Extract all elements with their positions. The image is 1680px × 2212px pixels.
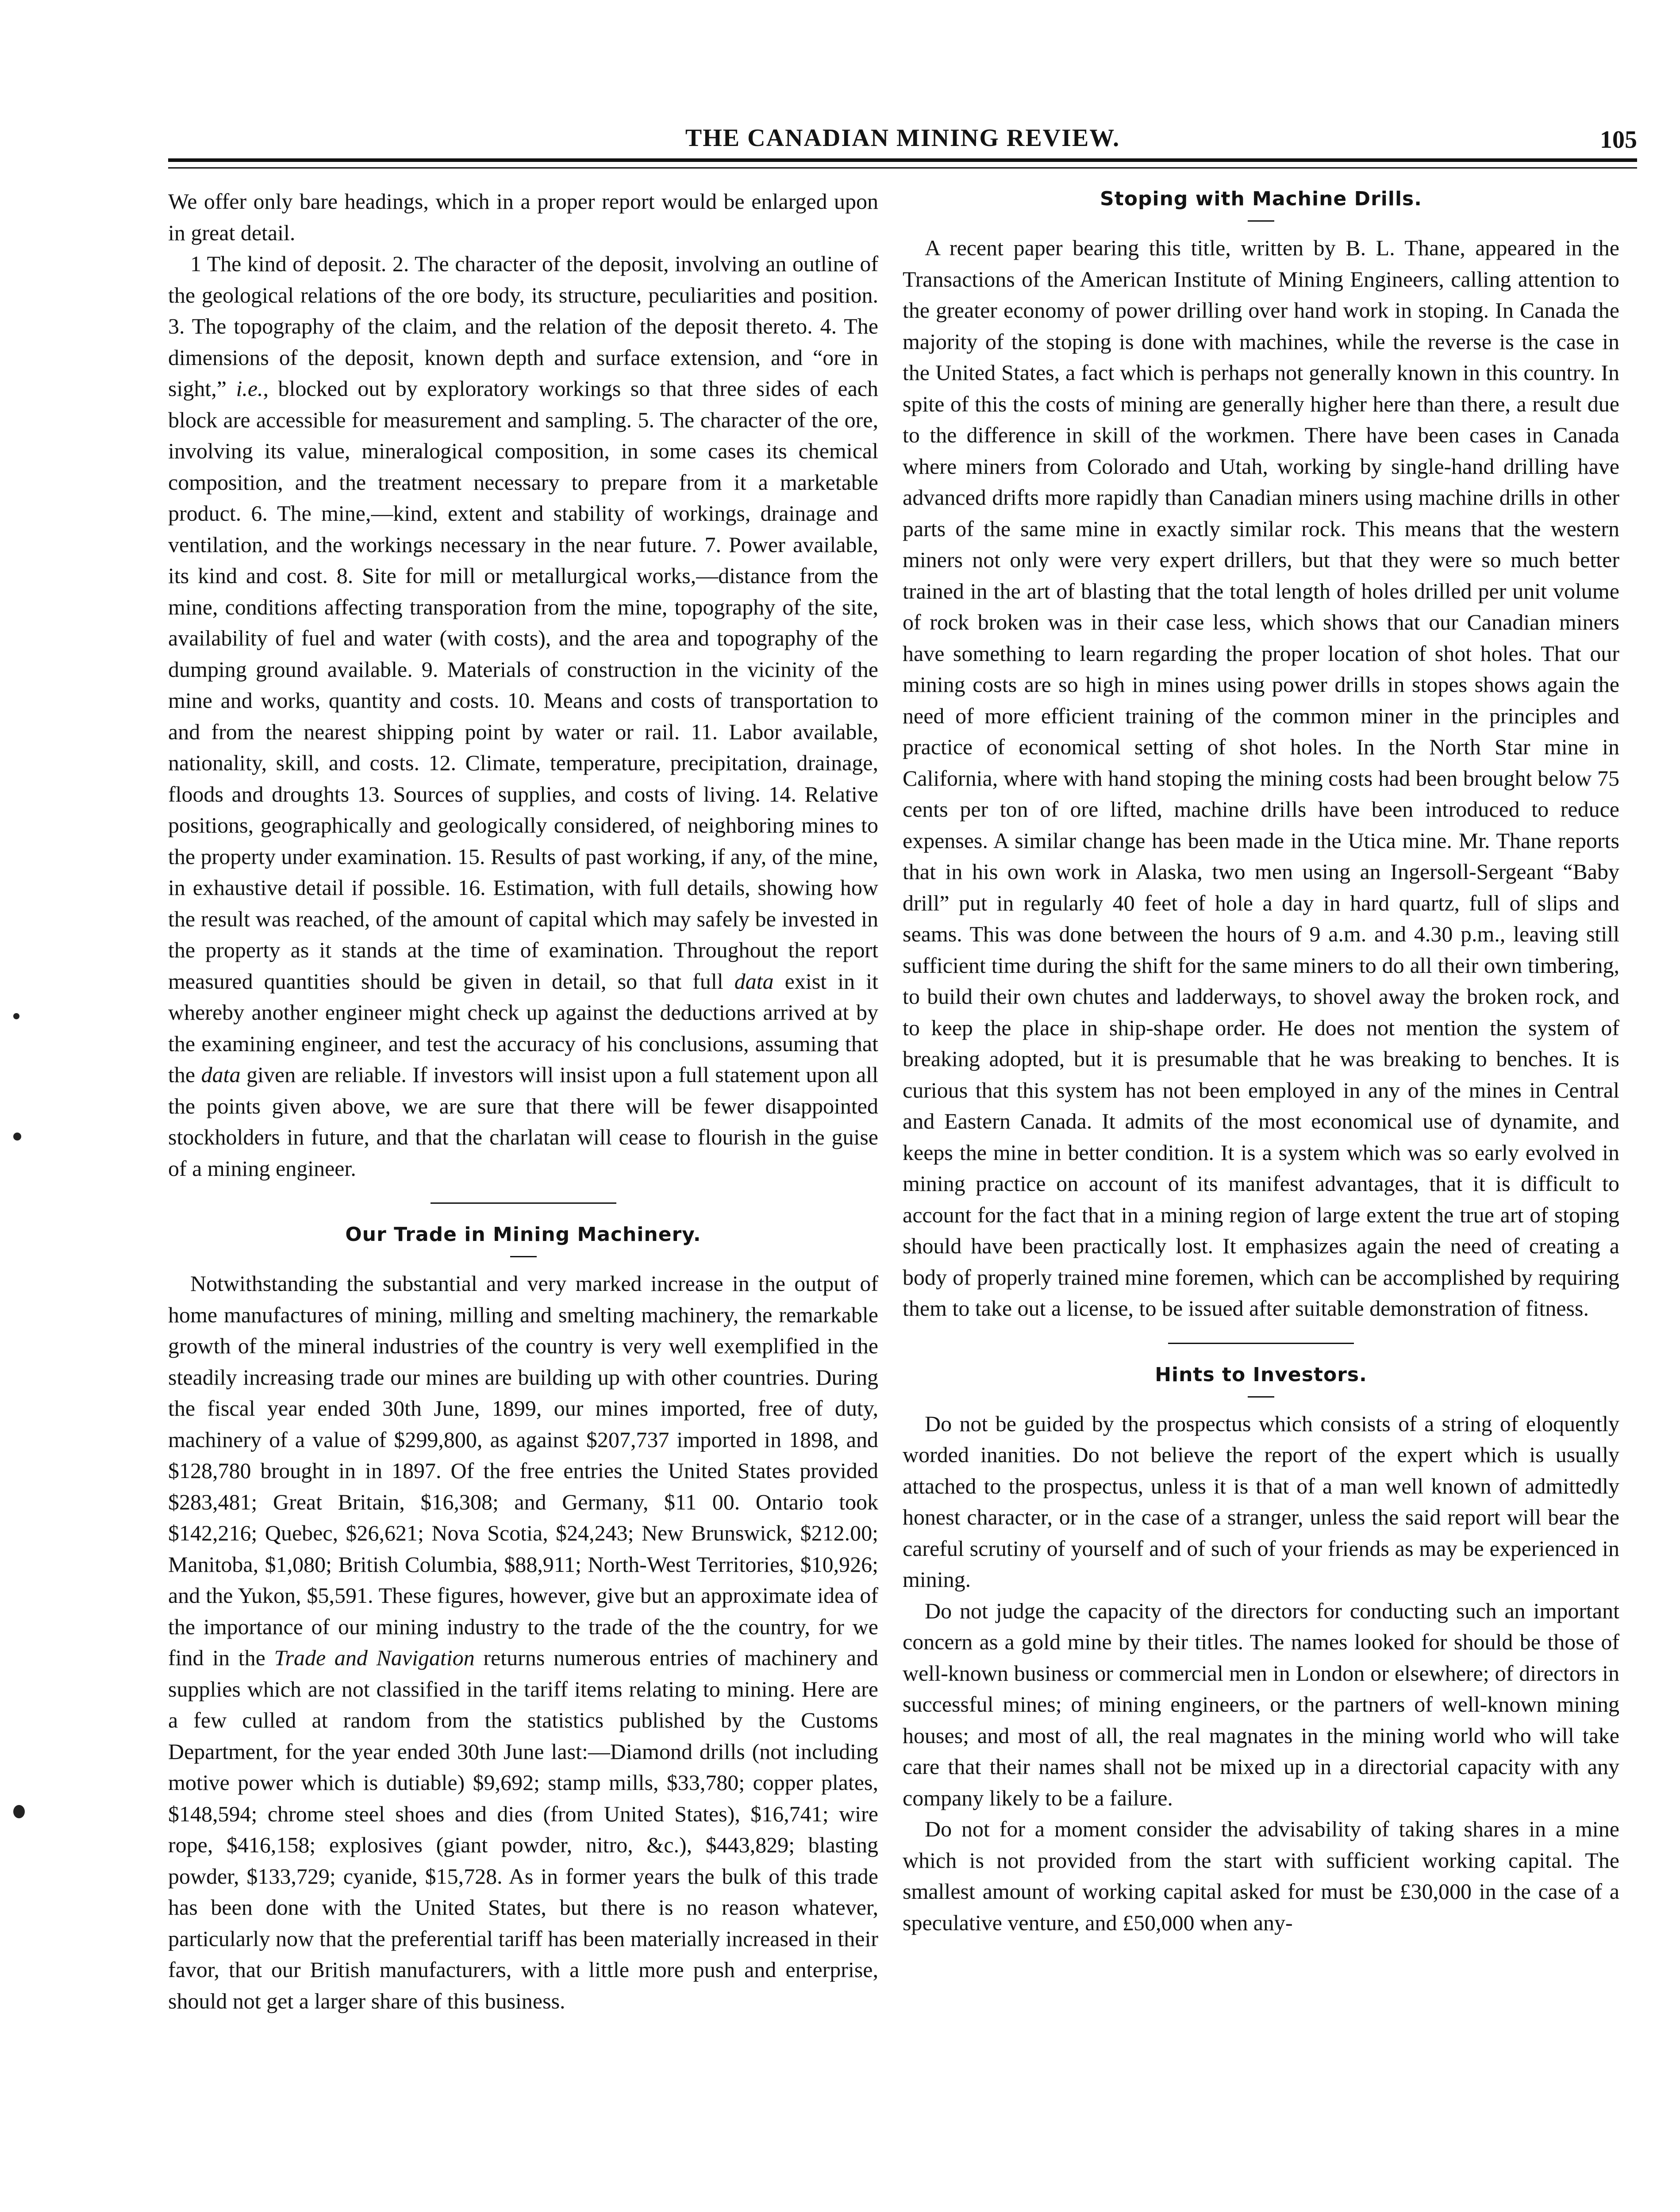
- page-number: 105: [1600, 126, 1637, 154]
- left-column: [168, 186, 878, 2185]
- heading-stoping-machine-drills: Stoping with Machine Drills.: [1100, 188, 1422, 210]
- paragraph-intro: We offer only bare headings, which in a proper report would be enlarged upon in great detail.: [168, 189, 878, 245]
- scan-speck: [13, 1013, 19, 1019]
- right-column: [903, 186, 1619, 2185]
- paragraph-hints-1: Do not be guided by the prospectus which consists of a string of eloquently worded inanities. Do not believe the report of the expert which is usually attached to the prospectus, unless it is that of a man well known of admittedly honest character, or in the case of a stranger, unless the said report will bear the careful scrutiny of yourself and of such of your friends as may be experienced in mining.: [903, 1411, 1619, 1592]
- text-run: , blocked out by exploratory workings so that three sides of each block are accessible for measurement and sampling. 5. The character of the ore, involving its value, mineralogical composition, in some cases its chemical composition, and the treatment necessary to prepare from it a marketable product. 6. The mine,—kind, extent and stability of workings, drainage and ventilation, and the workings necessary in the near future. 7. Power available, its kind and cost. 8. Site for mill or metallurgical works,—distance from the mine, conditions affecting transporation from the mine, topography of the site, availability of fuel and water (with costs), and the area and topography of the dumping ground available. 9. Materials of construction in the vicinity of the mine and works, quantity and costs. 10. Means and costs of transportation to and from the nearest shipping point by water or rail. 11. Labor available, nationality, skill, and costs. 12. Climate, temperature, precipitation, drainage, floods and droughts 13. Sources of supplies, and costs of living. 14. Relative positions, geographically and geologically considered, of neighboring mines to the property under examination. 15. Results of past working, if any, of the mine, in exhaustive detail if possible. 16. Estimation, with full details, showing how the result was reached, of the amount of capital which may safely be invested in the property as it stands at the time of examination. Throughout the report measured quantities should be given in detail, so that full: [168, 376, 878, 994]
- paragraph-hints-2: Do not judge the capacity of the directors for conducting such an important concern as a gold mine by their titles. The names looked for should be those of well-known business or commercial men in London or elsewhere; of directors in successful mines; of mining engineers, or the partners of well-known mining houses; and most of all, the real magnates in the mining world who will take care that their names shall not be mixed up in a directorial capacity with any company likely to be a failure.: [903, 1598, 1619, 1810]
- text-run: Notwithstanding the substantial and very marked increase in the output of home manufactures of mining, milling and smelting machinery, the remarkable growth of the mineral industries of the country is very well exemplified in the steadily increasing trade our mines are building up with other countries. During the fiscal year ended 30th June, 1899, our mines imported, free of duty, machinery of a value of $299,800, as against $207,737 imported in 1898, and $128,780 brought in in 1897. Of the free entries the United States provided $283,481; Great Britain, $16,308; and Germany, $11 00. Ontario took $142,216; Quebec, $26,621; Nova Scotia, $24,243; New Brunswick, $212.00; Manitoba, $1,080; British Columbia, $88,911; North-West Territories, $10,926; and the Yukon, $5,591. These figures, however, give but an approximate idea of the importance of our mining industry to the trade of the the country, for we find in the: [168, 1271, 878, 1670]
- italic-data: data: [201, 1062, 241, 1087]
- text-run: given are reliable. If investors will insist upon a full statement upon all the points given above, we are sure that there will be fewer disappointed stockholders in future, and that the charlatan will cease to flourish in the guise of a mining engineer.: [168, 1062, 878, 1181]
- heading-trade-mining-machinery: Our Trade in Mining Machinery.: [345, 1223, 701, 1246]
- text-run: returns numerous entries of machinery and supplies which are not classified in the tariff items relating to mining. Here are a few culled at random from the statistics published by the Customs Department, for the year ended 30th June last:—Diamond drills (not including motive power which is dutiable) $9,692; stamp mills, $33,780; copper plates, $148,594; chrome steel shoes and dies (from United States), $16,741; wire rope, $416,158; explosives (giant powder, nitro, &c.), $443,829; blasting powder, $133,729; cyanide, $15,728. As in former years the bulk of this trade has been done with the United States, but there is no reason whatever, particularly now that the preferential tariff has been materially increased in their favor, that our British manufacturers, with a little more push and enterprise, should not get a larger share of this business.: [168, 1645, 878, 2013]
- text-run: 1 The kind of deposit. 2. The character of the deposit, involving an outline of the geological relations of the ore body, its structure, peculiarities and position. 3. The topography of the claim, and the relation of the deposit thereto. 4. The dimensions of the deposit, known depth and surface extension, and “ore in sight,”: [168, 251, 878, 401]
- text-run: exist in it whereby another engineer might check up against the deductions arrived at by the examining engineer, and test the accuracy of his conclusions, assuming that the: [168, 968, 878, 1087]
- paragraph-stoping: A recent paper bearing this title, written by B. L. Thane, appeared in the Transactions of the American Institute of Mining Engineers, calling attention to the greater economy of power drilling over hand work in stoping. In Canada the majority of the stoping is done with machines, while the reverse is the case in the United States, a fact which is perhaps not generally known in this country. In spite of this the costs of mining are generally higher here than there, a result due to the difference in skill of the workmen. There have been cases in Canada where miners from Colorado and Utah, working by single-hand drilling have advanced drifts more rapidly than Canadian miners using machine drills in other parts of the same mine in exactly similar rock. This means that the western miners not only were very expert drillers, but that they were so much better trained in the art of blasting that the total length of holes drilled per unit volume of rock broken was in their case less, which shows that our Canadian miners have something to learn regarding the proper location of shot holes. That our mining costs are so high in mines using power drills in stopes shows again the need of more efficient training of the common miner in the principles and practice of economical setting of shot holes. In the North Star mine in California, where with hand stoping the mining costs had been brought below 75 cents per ton of ore lifted, machine drills have been introduced to reduce expenses. A similar change has been made in the Utica mine. Mr. Thane reports that in his own work in Alaska, two men using an Ingersoll-Sergeant “Baby drill” put in regularly 40 feet of hole a day in hard quartz, full of slips and seams. This was done between the hours of 9 a.m. and 4.30 p.m., leaving still sufficient time during the shift for the same miners to do all their own timbering, to build their own chutes and ladderways, to shovel away the broken rock, and to keep the place in ship-shape order. He does not mention the system of breaking adopted, but it is presumable that he was breaking to benches. It is curious that this system has not been employed in any of the mines in Central and Eastern Canada. It admits of the most economical use of dynamite, and keeps the mine in better condition. It is a system which was so early evolved in mining practice on account of its manifest advantages, that it is difficult to account for the fact that in a mining region of large extent the true art of stoping should have been practically lost. It emphasizes again the need of creating a body of properly trained mine foremen, which can be accomplished by requiring them to take out a license, to be issued after suitable demonstration of fitness.: [903, 235, 1619, 1321]
- journal-title: THE CANADIAN MINING REVIEW.: [685, 124, 1120, 152]
- paragraph-trade: [168, 1268, 878, 2016]
- paragraph-hints-3: Do not for a moment consider the advisability of taking shares in a mine which is not provided from the start with sufficient working capital. The smallest amount of working capital asked for must be £30,000 in the case of a speculative venture, and £50,000 when any-: [903, 1816, 1619, 1935]
- scan-speck: [13, 1133, 21, 1141]
- heading-dash: [510, 1256, 537, 1257]
- heading-dash: [1248, 220, 1274, 222]
- paragraph-report-headings: [168, 248, 878, 1184]
- italic-trade-navigation: Trade and Navigation: [274, 1645, 475, 1670]
- heading-hints-investors: Hints to Investors.: [1155, 1363, 1367, 1386]
- running-header: [168, 119, 1637, 164]
- header-rule-thin: [168, 167, 1637, 169]
- header-rule-thick: [168, 158, 1637, 162]
- italic-ie: i.e.: [236, 376, 263, 401]
- section-separator: [431, 1202, 616, 1204]
- scan-speck: [13, 1805, 25, 1818]
- heading-dash: [1248, 1396, 1274, 1398]
- section-separator: [1168, 1343, 1354, 1344]
- italic-data: data: [734, 968, 774, 994]
